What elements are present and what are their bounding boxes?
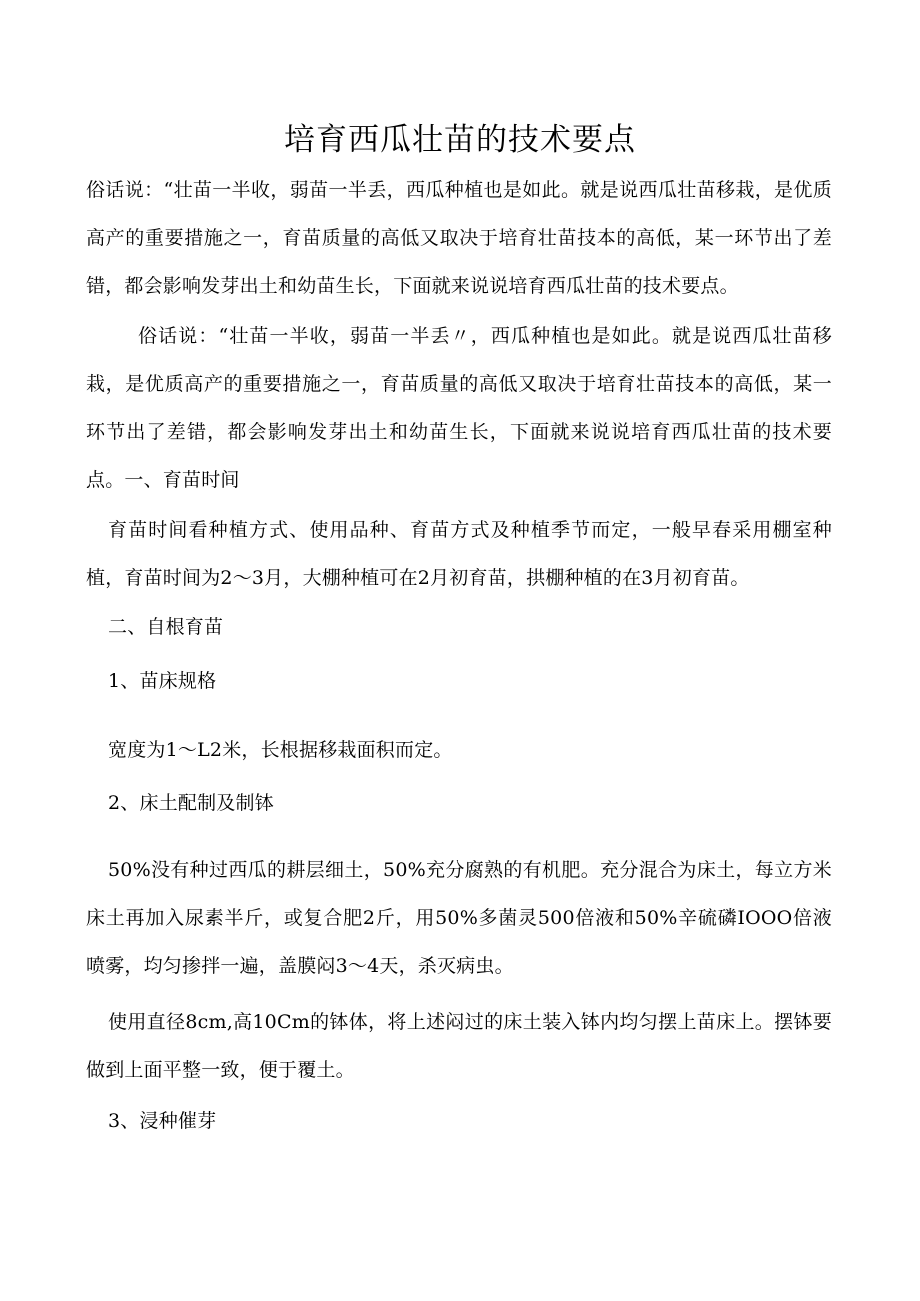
intro-paragraph: 俗话说：“壮苗一半收，弱苗一半丢，西瓜种植也是如此。就是说西瓜壮苗移栽，是优质高产的重要措施之一，育苗质量的高低又取决于培育壮苗技本的高低，某一环节出了差错，都会影响发芽出土和幼苗生长，下面就来说说培育西瓜壮苗的技术要点。 xyxy=(86,179,832,297)
heading-seedbed-spec: 1、苗床规格 xyxy=(108,670,217,692)
document-title: 培育西瓜壮苗的技术要点 xyxy=(284,122,636,158)
paragraph-soil-mix: 50%没有种过西瓜的耕层细土，50%充分腐熟的有机肥。充分混合为床土，每立方米床土再加入尿素半斤，或复合肥2斤，用50%多菌灵500倍液和50%辛硫磷IOOO倍液喷雾，均匀掺拌一遍，盖膜闷3～4天，杀灭病虫。 xyxy=(86,859,832,977)
paragraph-pot-usage: 使用直径8cm,高10Cm的钵体，将上述闷过的床土装入钵内均匀摆上苗床上。摆钵要做到上面平整一致，便于覆土。 xyxy=(86,1011,832,1081)
paragraph-seedbed-size: 宽度为1～L2米，长根据移栽面积而定。 xyxy=(108,739,453,761)
heading-self-root-seedling: 二、自根育苗 xyxy=(108,616,224,638)
paragraph-seedling-time: 育苗时间看种植方式、使用品种、育苗方式及种植季节而定，一般早春采用棚室种植，育苗时间为2～3月，大棚种植可在2月初育苗，拱棚种植的在3月初育苗。 xyxy=(86,519,832,589)
paragraph-growing-time-intro: 俗话说：“壮苗一半收，弱苗一半丢〃，西瓜种植也是如此。就是说西瓜壮苗移栽，是优质高产的重要措施之一，育苗质量的高低又取决于培育壮苗技本的高低，某一环节出了差错，都会影响发芽出土和幼苗生长，下面就来说说培育西瓜壮苗的技术要点。一、育苗时间 xyxy=(86,325,832,491)
heading-soil-preparation: 2、床土配制及制钵 xyxy=(108,792,274,814)
heading-seed-soaking: 3、浸种催芽 xyxy=(108,1110,217,1132)
